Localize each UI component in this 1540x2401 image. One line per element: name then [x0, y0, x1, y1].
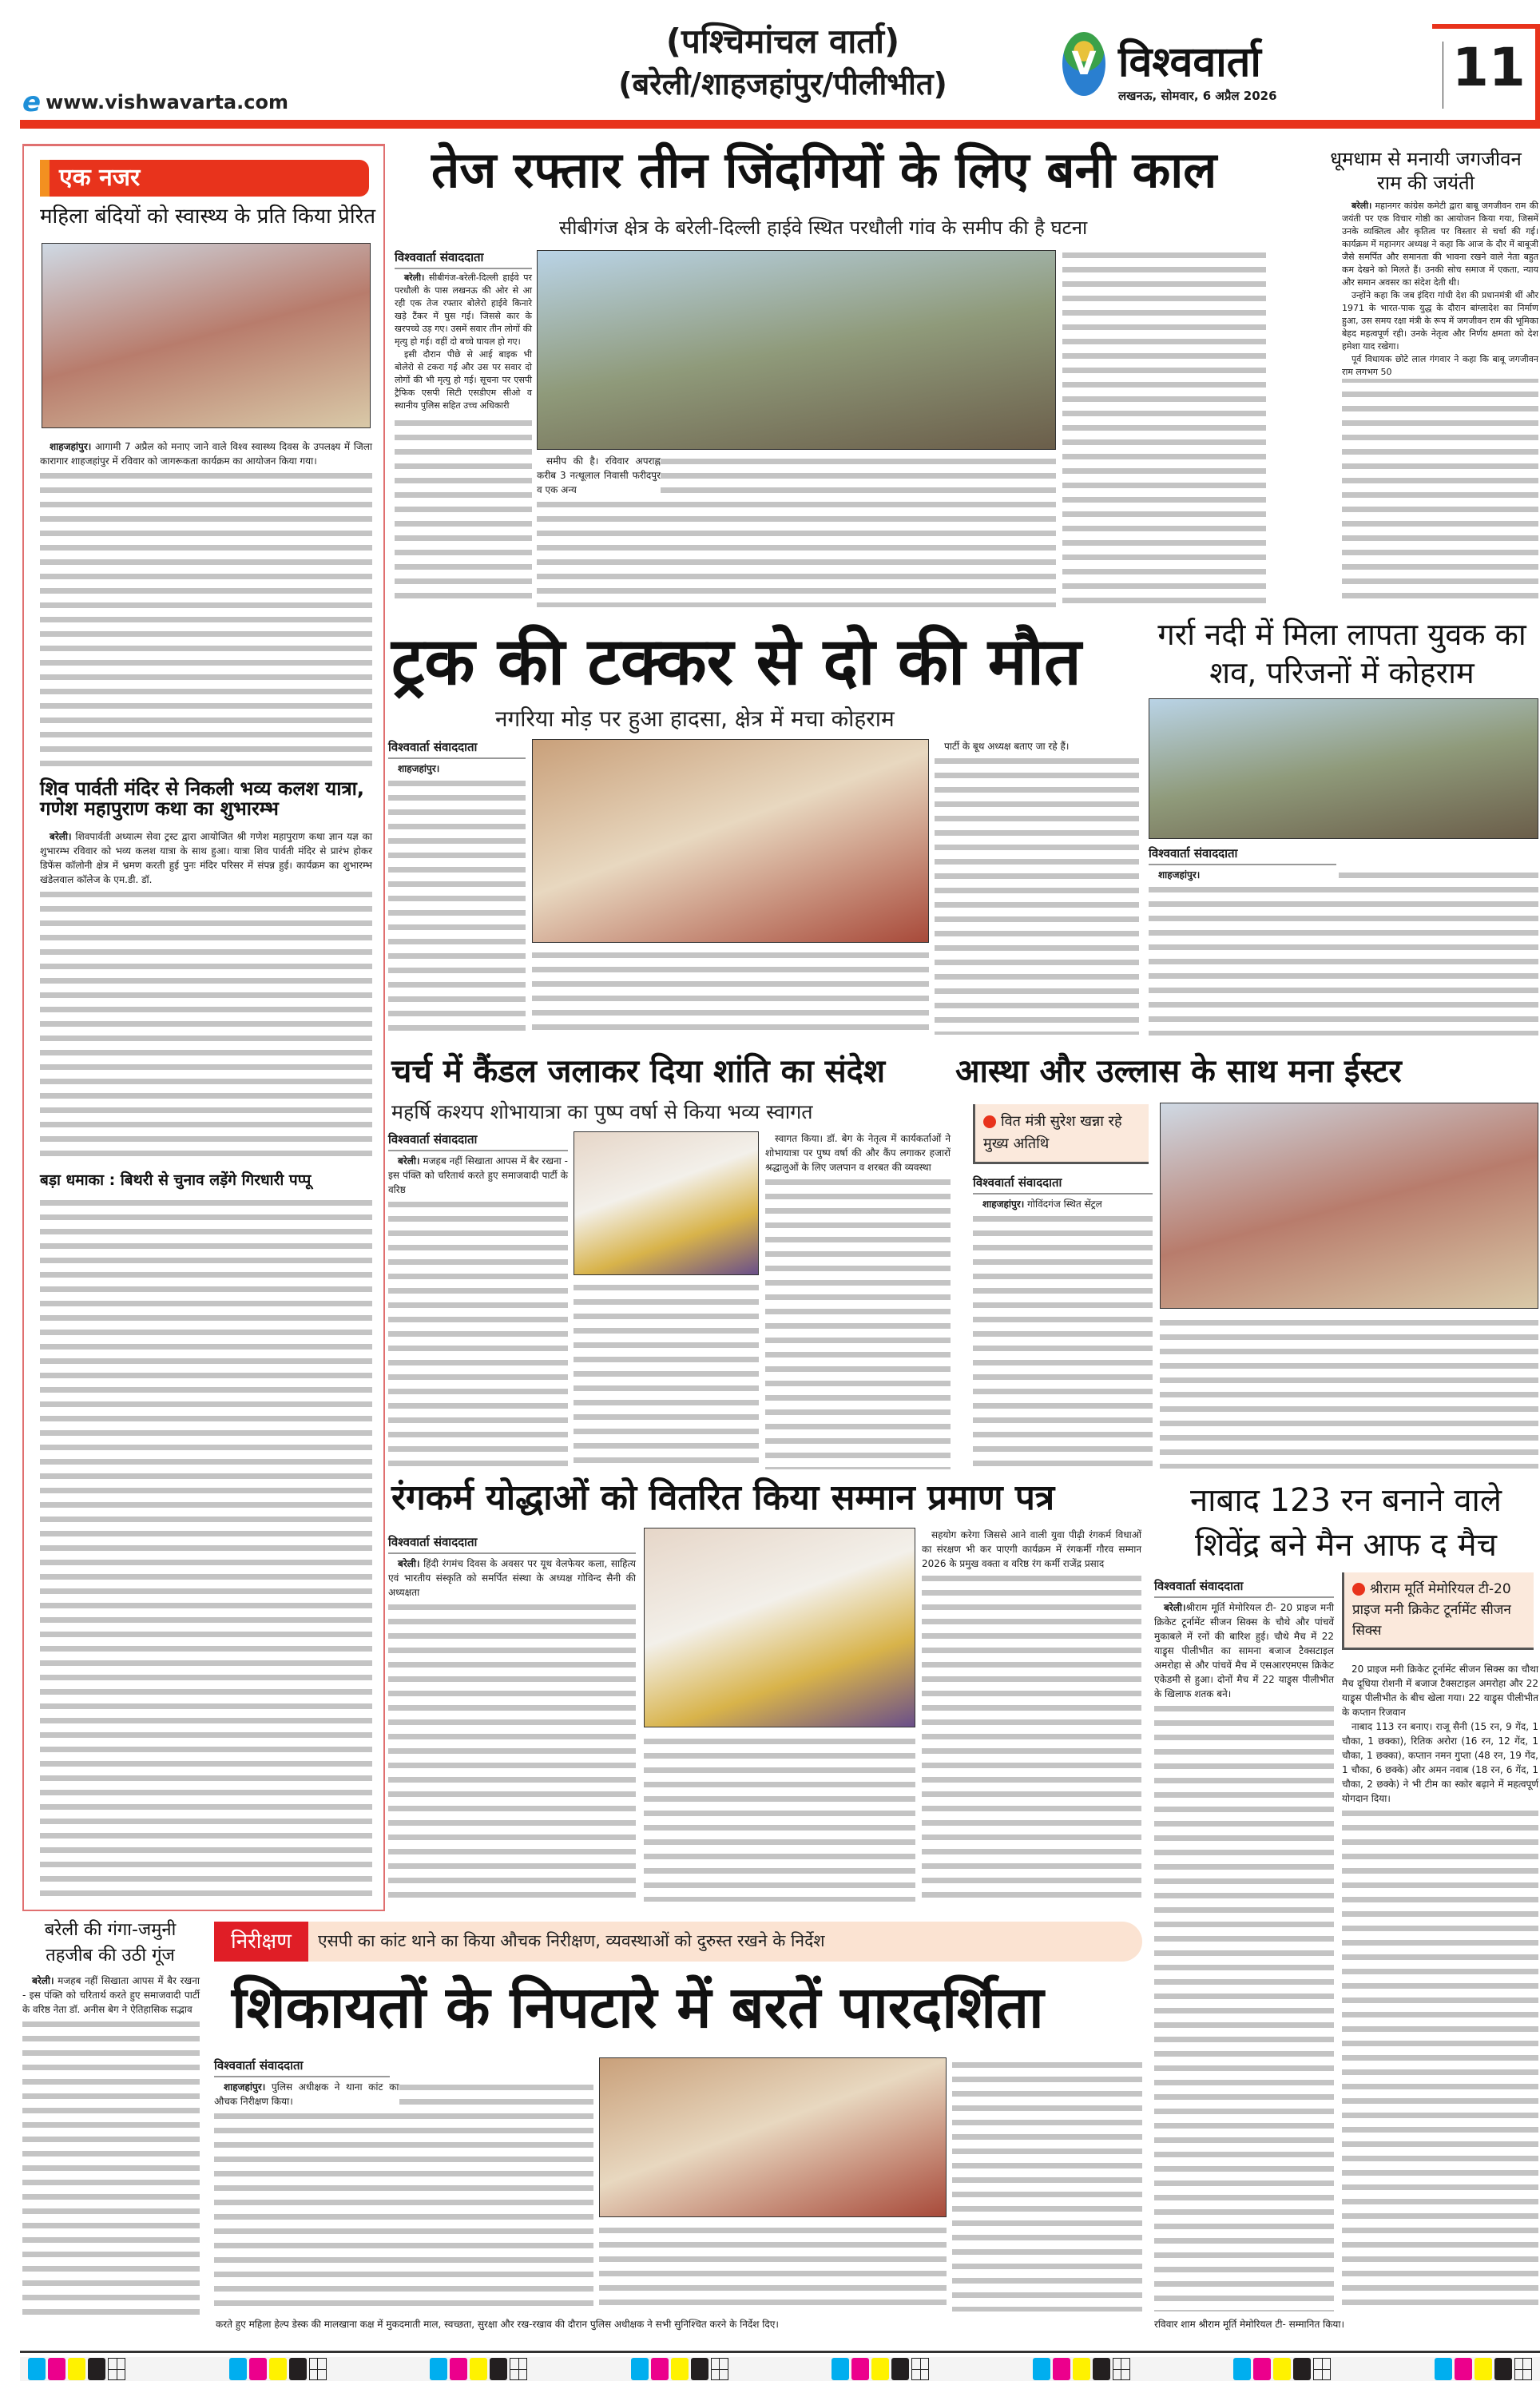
inspection-tag: निरीक्षण: [214, 1922, 308, 1962]
story-headline: बड़ा धमाका : बिथरी से चुनाव लड़ेंगे गिरधारी पप्पू: [40, 1171, 312, 1189]
police-station-photo: [599, 2057, 947, 2217]
footer-rule: [20, 2351, 1540, 2353]
byline: विश्ववार्ता संवाददाता: [973, 1175, 1153, 1195]
section-title: (पश्चिमांचल वार्ता): [665, 22, 900, 61]
inspection-headline: शिकायतों के निपटारे में बरतें पारदर्शिता: [232, 1974, 1044, 2041]
story-headline: बरेली की गंगा-जमुनी तहजीब की उठी गूंज: [44, 1920, 177, 1966]
browser-e-icon: e: [22, 86, 42, 118]
page-number: 11: [1452, 37, 1526, 98]
byline: विश्ववार्ता संवाददाता: [1149, 845, 1336, 865]
byline: विश्ववार्ता संवाददाता: [214, 2057, 390, 2077]
police-inspection-photo: [537, 250, 1056, 450]
garra-body: शाहजहांपुर।: [1149, 868, 1538, 1036]
easter-body-col1: शाहजहांपुर। गोविंदगंज स्थित सेंट्रल: [973, 1197, 1153, 1469]
story-headline: शिव पार्वती मंदिर से निकली भव्य कलश यात्रा, गणेश महापुराण कथा का शुभारम्भ: [40, 777, 365, 821]
garra-headline: गर्रा नदी में मिला लापता युवक का शव, परिजनों में कोहराम: [1157, 617, 1526, 690]
cmyk-swatch: [1435, 2357, 1532, 2381]
byline: विश्ववार्ता संवाददाता: [1154, 1578, 1334, 1598]
story-body: [40, 1195, 372, 1898]
truck-body-cols: [532, 948, 929, 1034]
award-group-photo: [644, 1528, 915, 1727]
editions: (बरेली/शाहजहांपुर/पीलीभीत): [618, 66, 947, 101]
lead-body-right: [1062, 248, 1266, 607]
procession-photo: [574, 1131, 759, 1275]
easter-body-cols: [1160, 1315, 1538, 1469]
story-headline: महिला बंदियों को स्वास्थ्य के प्रति किया प्रेरित: [40, 205, 376, 229]
cmyk-swatch: [1033, 2357, 1130, 2381]
inspection-kicker: एसपी का कांट थाने का किया औचक निरीक्षण, व्यवस्थाओं को दुरुस्त रखने के निर्देश: [318, 1931, 825, 1950]
byline: विश्ववार्ता संवाददाता: [388, 1534, 636, 1554]
inspection-body-right: [952, 2057, 1142, 2312]
river-search-photo: [1149, 698, 1538, 839]
easter-photo: [1160, 1103, 1538, 1309]
easter-headline: आस्था और उल्लास के साथ मना ईस्टर: [955, 1053, 1402, 1090]
truck-body-right: पार्टी के बूथ अध्यक्ष बताए जा रहे हैं।: [935, 739, 1139, 1035]
cmyk-swatch: [430, 2357, 527, 2381]
cmyk-swatch: [631, 2357, 728, 2381]
church-body-mid: [574, 1280, 759, 1469]
website-link[interactable]: e www.vishwavarta.com: [22, 86, 288, 118]
rangkarm-body-col1: बरेली। हिंदी रंगमंच दिवस के अवसर पर यूथ वेलफेयर कला, साहित्य एवं भारतीय संस्कृति को समर्पित संस्था के अध्यक्ष गोविन्द सैनी की अध्यक्षता: [388, 1556, 636, 1902]
story-body: बरेली। मजहब नहीं सिखाता आपस में बैर रखना - इस पंक्ति को चरितार्थ करते हुए समाजवादी पार्टी के वरिष्ठ नेता डॉ. अनीस बेग ने ऐतिहासिक सद्भाव: [22, 1974, 200, 2317]
bullet-icon: [1352, 1583, 1365, 1596]
dateline: लखनऊ, सोमवार, 6 अप्रैल 2026: [1118, 89, 1277, 103]
church-subhead: महर्षि कश्यप शोभायात्रा का पुष्प वर्षा से किया भव्य स्वागत: [391, 1100, 813, 1123]
cmyk-swatch: [229, 2357, 327, 2381]
truck-body-col1: शाहजहांपुर।: [388, 761, 526, 1033]
cmyk-swatch: [1233, 2357, 1331, 2381]
inspection-body-mid: [599, 2223, 947, 2312]
bullet-icon: [983, 1115, 996, 1128]
jayanti-body: बरेली। महानगर कांग्रेस कमेटी द्वारा बाबू जगजीवन राम की जयंती पर एक विचार गोष्ठी का आयोजन किया गया, जिसमें उनके व्यक्तित्व और कृतित्व पर विस्तार से चर्चा की गई। कार्यक्रम में महानगर अध्यक्ष ने कहा कि आज के दौर में बाबूजी जैसे समर्पित और समानता की भावना रखने वाले नेता बहुत कम देखने को मिलते हैं। उनकी सोच समाज में एकता, न्याय और समान अवसर का संदेश देती थी। उन्होंने कहा कि जब इंदिरा गांधी देश की प्रधानमंत्री थीं और 1971 के भारत-पाक युद्ध के दौरान बांग्लादेश का निर्माण हुआ, उस समय रक्षा मंत्री के रूप में जगजीवन राम की भूमिका बेहद महत्वपूर्ण रही। उनके नेतृत्व और निर्णय क्षमता को देश हमेशा याद रखेगा। पूर्व विधायक छोटे लाल गंगवार ने कहा कि बाबू जगजीवन राम लगभग 50: [1342, 200, 1538, 603]
brand-logo-icon: V: [1062, 32, 1105, 96]
lead-body-cols: समीप की है। रविवार अपराह्न करीब 3 नत्थूलाल निवासी फरीदपुर व एक अन्य: [537, 454, 1056, 607]
church-headline: चर्च में कैंडल जलाकर दिया शांति का संदेश: [391, 1053, 886, 1090]
church-body-col1: बरेली। मजहब नहीं सिखाता आपस में बैर रखना - इस पंक्ति को चरितार्थ करते हुए समाजवादी पार्टी के वरिष्ठ: [388, 1154, 568, 1469]
lead-subhead: सीबीगंज क्षेत्र के बरेली-दिल्ली हाईवे स्थित परधौली गांव के समीप की है घटना: [559, 217, 1088, 239]
story-body: शाहजहांपुर। आगामी 7 अप्रैल को मनाए जाने वाले विश्व स्वास्थ्य दिवस के उपलक्ष्य में जिला कारागार शाहजहांपुर में रविवार को जागरूकता कार्यक्रम का आयोजन किया गया।: [40, 439, 372, 771]
ek-nazar-label: एक नजर: [40, 160, 369, 197]
jail-event-photo: [42, 243, 371, 428]
cricket-body-col2: 20 प्राइज मनी क्रिकेट टूर्नामेंट सीजन सिक्स का चौथा मैच दूधिया रोशनी में बजाज टैक्सटाइल अमरोहा और 22 याड्र्स पीलीभीत के बीच खेला गया। 22 याड्र्स पीलीभीत के कप्तान रिजवान नाबाद 113 रन बनाए। राजू सैनी (15 रन, 9 गेंद, 1 चौका, 1 छक्का), रितिक अरोरा (16 रन, 12 गेंद, 1 चौका, 1 छक्का), कप्तान नमन गुप्ता (48 रन, 19 गेंद, 1 चौका, 6 छक्के) और अमन नवाब (18 रन, 6 गेंद, 1 चौका, 2 छक्के) ने भी टीम का स्कोर बढ़ाने में महत्वपूर्ण योगदान दिया।: [1342, 1662, 1538, 2312]
jayanti-headline: धूमधाम से मनायी जगजीवन राम की जयंती: [1330, 148, 1522, 194]
byline: विश्ववार्ता संवाददाता: [388, 739, 526, 759]
cricket-inset: श्रीराम मूर्ति मेमोरियल टी-20 प्राइज मनी क्रिकेट टूर्नामेंट सीजन सिक्स: [1342, 1572, 1534, 1650]
rangkarm-body-mid: [644, 1734, 915, 1902]
church-body-right: स्वागत किया। डॉ. बेग के नेतृत्व में कार्यकर्ताओं ने शोभायात्रा पर पुष्प वर्षा की और कैंप लगाकर हजारों श्रद्धालुओं के लिए जलपान व शरबत की व्यवस्था: [765, 1131, 951, 1469]
inspection-footer-line: करते हुए महिला हेल्प डेस्क की मालखाना कक्ष में मुकदमाती माल, स्वच्छता, सुरक्षा और रख-रखाव की दौरान पुलिस अधीक्षक ने सभी सुनिश्चित करने के निर्देश दिए।: [216, 2319, 779, 2330]
color-registration-bar: [20, 2357, 1540, 2381]
rangkarm-body-right: सहयोग करेगा जिससे आने वाली युवा पीढ़ी रंगकर्म विधाओं का संरक्षण भी कर पाएगी कार्यक्रम में रंगकर्मी गौरव सम्मान 2026 के प्रमुख वक्ता व वरिष्ठ रंग कर्मी राजेंद्र प्रसाद: [922, 1528, 1141, 1902]
cmyk-swatch: [28, 2357, 125, 2381]
cricket-headline: नाबाद 123 रन बनाने वाले शिवेंद्र बने मैन आफ द मैच: [1189, 1482, 1502, 1564]
masthead-rule: [20, 120, 1540, 129]
cricket-footer-line: रविवार शाम श्रीराम मूर्ति मेमोरियल टी- सम्मानित किया।: [1154, 2319, 1345, 2330]
inspection-body-cols: शाहजहांपुर। पुलिस अधीक्षक ने थाना कांट का औचक निरीक्षण किया।: [214, 2080, 593, 2312]
lead-headline: तेज रफ्तार तीन जिंदगियों के लिए बनी काल: [431, 141, 1217, 199]
byline: विश्ववार्ता संवाददाता: [388, 1131, 568, 1151]
truck-subhead: नगरिया मोड़ पर हुआ हादसा, क्षेत्र में मचा कोहराम: [495, 706, 895, 732]
byline: विश्ववार्ता संवाददाता: [395, 249, 532, 269]
easter-inset: वित मंत्री सुरेश खन्ना रहे मुख्य अतिथि: [973, 1104, 1149, 1164]
brand-name: विश्ववार्ता: [1118, 38, 1261, 86]
lead-body-col1: बरेली। सीबीगंज-बरेली-दिल्ली हाईवे पर परधौली के पास लखनऊ की ओर से आ रही एक तेज रफ्तार बोलेरो हाईवे किनारे खड़े टैंकर में घुस गई। जिससे कार के खरपच्चे उड़ गए। उसमें सवार तीन लोगों की मृत्यु हो गई। वहीं दो बच्चे घायल हो गए। इसी दौरान पीछे से आई बाइक भी बोलेरो से टकरा गई और उस पर सवार दो लोगों की भी मृत्यु हो गई। सूचना पर एसपी ट्रैफिक एसपी सिटी एसडीएम सीओ व स्थानीय पुलिस सहित उच्च अधिकारी: [395, 272, 532, 607]
truck-headline: ट्रक की टक्कर से दो की मौत: [391, 624, 1082, 700]
cmyk-swatch: [832, 2357, 929, 2381]
story-body: बरेली। शिवपार्वती अध्यात्म सेवा ट्रस्ट द्वारा आयोजित श्री गणेश महापुराण कथा ज्ञान यज्ञ का शुभारम्भ रविवार को भव्य कलश यात्रा के साथ हुआ। यात्रा शिव पार्वती मंदिर से प्रारंभ होकर डिफेंस कॉलोनी क्षेत्र में भ्रमण करती हुई पुनः मंदिर परिसर में संपन्न हुई। कार्यक्रम का शुभारम्भ खंडेलवाल कॉलेज के एम.डी. डॉ.: [40, 829, 372, 1165]
cricket-body-col1: बरेली।श्रीराम मूर्ति मेमोरियल टी- 20 प्राइज मनी क्रिकेट टूर्नामेंट सीजन सिक्स के चौथे और पांचवें मुकाबले में रनों की बारिश हुई। चौथे मैच में 22 याड्र्स पीलीभीत का सामना बजाज टैक्सटाइल अमरोहा से और पांचवें मैच में एसआरएमएस क्रिकेट एकेडमी से हुआ। दोनों मैच में 22 याड्र्स पीलीभीत के खिलाफ शतक बने।: [1154, 1600, 1334, 2312]
rangkarm-headline: रंगकर्म योद्धाओं को वितरित किया सम्मान प्रमाण पत्र: [391, 1477, 1055, 1518]
truck-accident-photo: [532, 739, 929, 943]
